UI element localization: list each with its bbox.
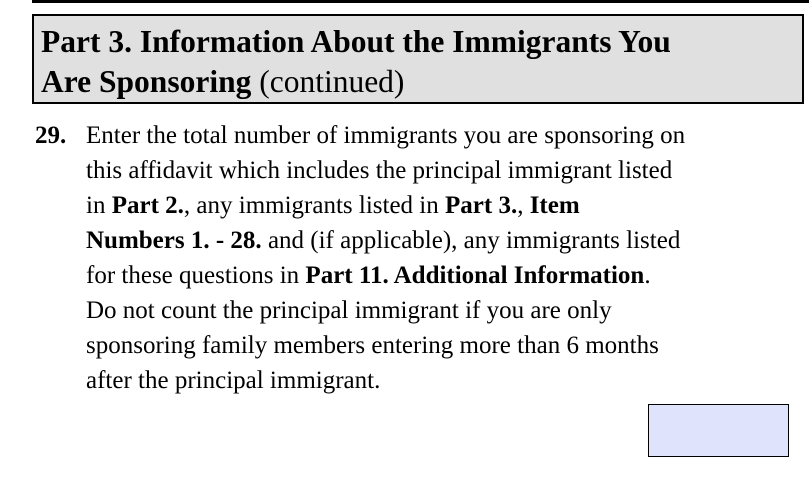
question-text-bold-segment: Item xyxy=(529,192,580,219)
question-text-bold-segment: Part 2. xyxy=(111,192,184,219)
part-header xyxy=(32,14,804,104)
part-header-line-1 xyxy=(41,22,802,62)
question-text-segment: for these questions in xyxy=(86,262,306,289)
question-text xyxy=(86,118,798,398)
question-text-line xyxy=(86,363,798,398)
question-text-segment: . xyxy=(644,262,651,289)
question-text-segment: in xyxy=(86,192,112,219)
part-header-continued: (continued) xyxy=(251,64,405,99)
question-text-segment: , any immigrants listed in xyxy=(183,192,445,219)
question-text-line xyxy=(86,258,798,293)
question-number: 29. xyxy=(35,122,67,149)
question-text-line xyxy=(86,328,798,363)
question-text-line xyxy=(86,118,798,153)
question-text-segment: after the principal immigrant. xyxy=(86,367,381,394)
total-immigrants-input[interactable] xyxy=(648,404,789,457)
question-text-segment: , xyxy=(517,192,530,219)
question-text-segment: and (if applicable), any immigrants listed xyxy=(261,227,681,254)
part-header-title-line-2: Are Sponsoring xyxy=(41,64,252,99)
question-text-line xyxy=(86,153,798,188)
question-text-segment: sponsoring family members entering more than 6 months xyxy=(86,332,659,359)
question-text-bold-segment: Part 3. xyxy=(445,192,518,219)
part-header-title-line-1: Part 3. Information About the Immigrants You xyxy=(41,24,671,59)
question-text-bold-segment: Numbers 1. - 28. xyxy=(86,227,262,254)
question-text-segment: Do not count the principal immigrant if you are only xyxy=(86,297,612,324)
question-text-segment: Enter the total number of immigrants you are sponsoring on xyxy=(86,122,686,149)
part-header-line-2 xyxy=(41,62,802,102)
question-text-line xyxy=(86,293,798,328)
question-text-segment: this affidavit which includes the principal immigrant listed xyxy=(86,157,673,184)
top-rule xyxy=(32,0,809,3)
question-text-bold-segment: Part 11. Additional Information xyxy=(305,262,645,289)
question-text-line xyxy=(86,223,798,258)
question-text-line xyxy=(86,188,798,223)
